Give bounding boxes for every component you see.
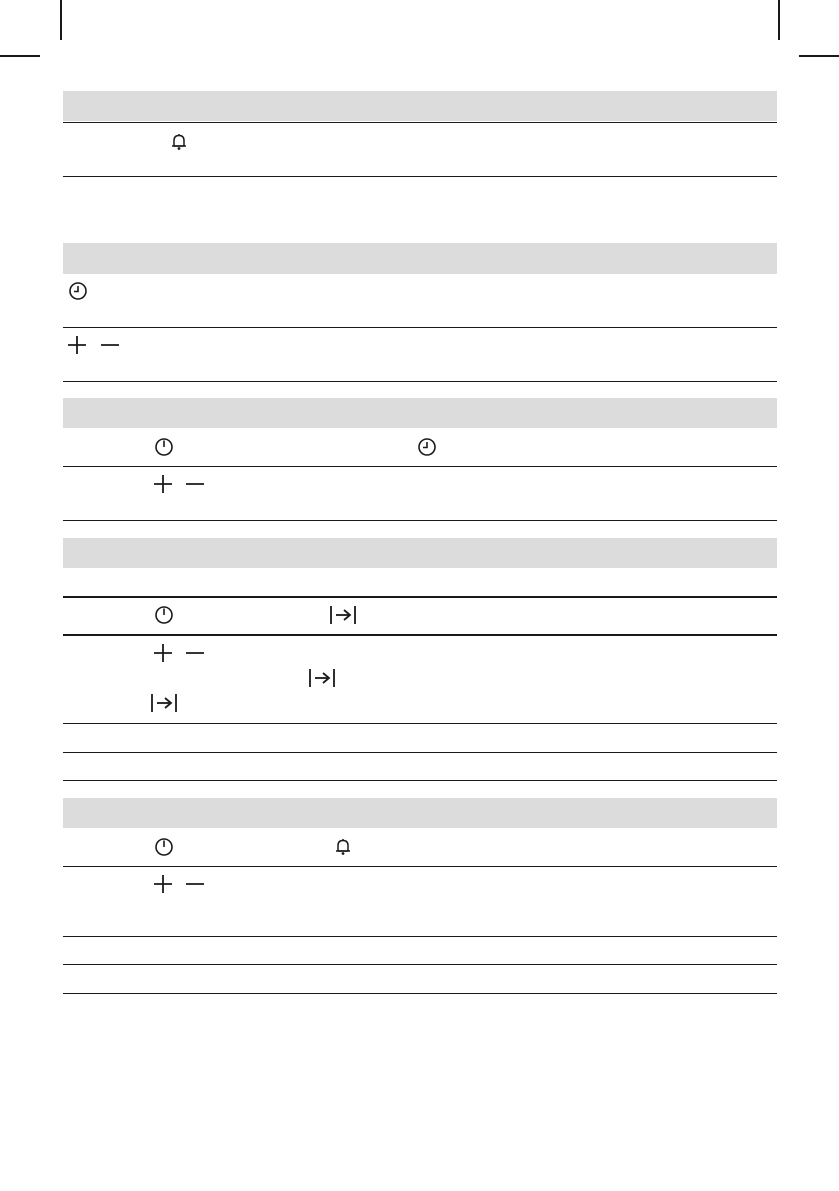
crop-mark-right xyxy=(778,0,780,40)
table-divider xyxy=(63,122,777,123)
plus-icon xyxy=(153,474,173,494)
power-icon xyxy=(154,605,174,625)
power-icon xyxy=(154,837,174,857)
bell-icon xyxy=(169,132,189,152)
table-row xyxy=(63,753,777,780)
minus-icon xyxy=(185,474,205,494)
table-divider xyxy=(63,634,777,636)
table-row xyxy=(63,965,777,993)
table-divider xyxy=(63,520,777,521)
table-divider xyxy=(63,866,777,867)
table-header xyxy=(63,243,777,274)
minus-icon xyxy=(185,874,205,894)
table-header xyxy=(63,91,777,121)
power-icon xyxy=(154,437,174,457)
crop-mark-left xyxy=(60,0,62,40)
table-divider xyxy=(63,466,777,467)
crop-mark-right xyxy=(799,55,839,57)
minus-icon xyxy=(100,335,120,355)
table-header xyxy=(63,398,777,428)
plus-icon xyxy=(67,335,87,355)
table-divider xyxy=(63,327,777,328)
plus-icon xyxy=(153,643,173,663)
clock-icon xyxy=(417,437,437,457)
clock-icon xyxy=(68,281,88,301)
crop-mark-left xyxy=(0,55,40,57)
duration-icon xyxy=(150,693,178,713)
table-divider xyxy=(63,176,777,177)
table-divider xyxy=(63,780,777,781)
table-row xyxy=(63,568,777,596)
duration-icon xyxy=(308,668,336,688)
table-header xyxy=(63,798,777,828)
bell-icon xyxy=(333,837,353,857)
table-row xyxy=(63,724,777,752)
table-divider xyxy=(63,381,777,382)
minus-icon xyxy=(185,643,205,663)
duration-icon xyxy=(329,605,357,625)
plus-icon xyxy=(153,874,173,894)
table-header xyxy=(63,538,777,568)
table-divider xyxy=(63,993,777,994)
table-divider xyxy=(63,596,777,598)
table-row xyxy=(63,937,777,964)
